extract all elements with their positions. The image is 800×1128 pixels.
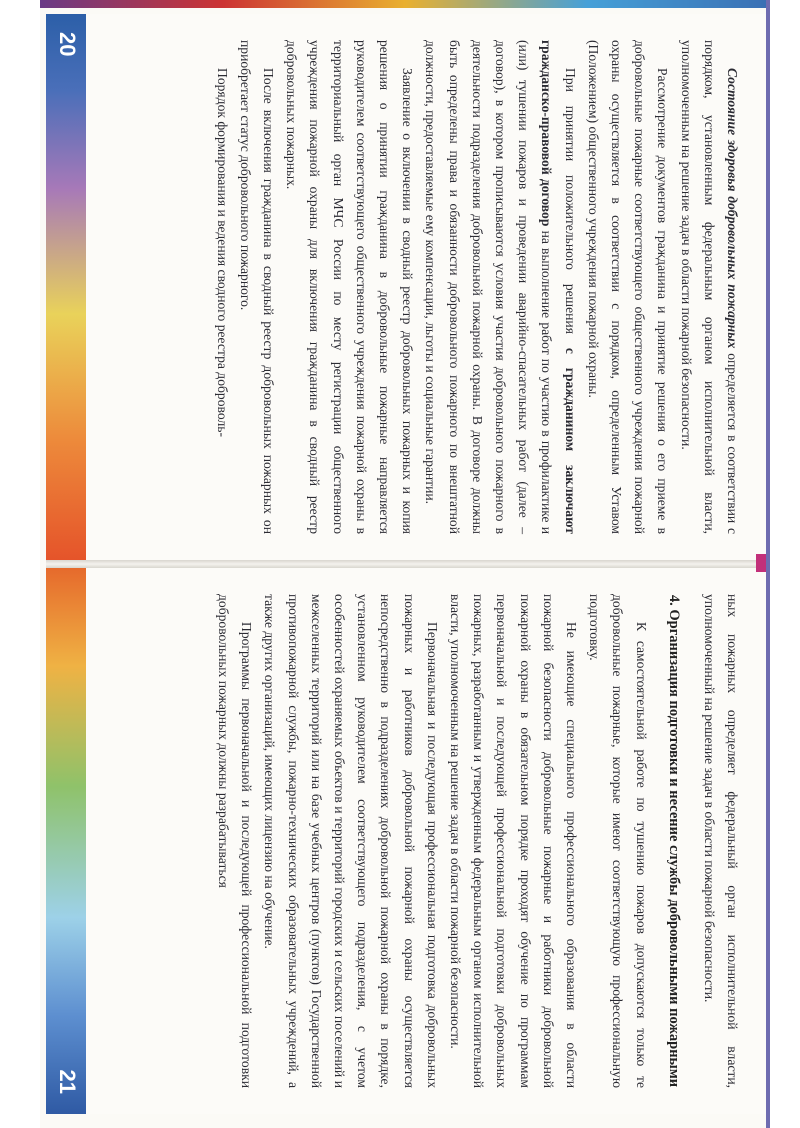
page-21-footer: [46, 568, 86, 1114]
page-20: [46, 14, 766, 560]
paragraph-registry-order: Порядок формирования и ведения сводного реестра доброволь-: [214, 68, 230, 437]
paragraph-status: После включения гражданина в сводный реестр добровольных пожарных он приобретает статус добровольного пожарного.: [237, 40, 276, 534]
page-number: 21: [55, 1069, 80, 1094]
paragraph-admission: К самостоятельной работе по тушению пожаров допускаются только те добровольные пожарные, которые имеют соответствующую профессиональную подготовку.: [587, 594, 649, 1088]
section-heading: 4. Организация подготовки и несение службы добровольными пожарными: [665, 594, 682, 1088]
page-21: [46, 568, 766, 1114]
page-20-text: [210, 40, 744, 534]
paragraph-text: на выполнение работ по участию в профилактике и (или) тушении пожаров и проведении аварийно-спасательных работ (далее – договор), в котором прописываются условия участия добровольного пожарного в деятельности подразделения добровольной пожарной охраны. В договоре должны быть определены права и обязанности добровольного пожарного по внештатной должности, предоставляемые ему компенсации, льготы и социальные гарантии.: [423, 40, 555, 534]
paragraph-contract: [419, 40, 581, 534]
sheet-right-edge: [766, 0, 770, 1128]
paragraph-continuation: ных пожарных определяет федеральный орган исполнительной власти, уполномоченный на решение задач в области пожарной безопасности.: [701, 594, 740, 1088]
book-gutter: [46, 560, 766, 568]
paragraph-documents: Рассмотрение документов гражданина и принятие решения о его приеме в добровольные пожарные соответствующего общественного учреждения пожарной охраны осуществляется в соответствии с порядком, определенным Уставом (Положением) общественного учреждения пожарной охраны.: [585, 40, 671, 534]
bold-phrase: с гражданином заключают гражданско-правовой договор: [539, 40, 578, 534]
paragraph-registry-application: Заявление о включении в сводный реестр добровольных пожарных и копия решения о принятии гражданина в добровольные пожарные направляется руководителем соответствующего общественного учреждения пожарной охраны в территориальный орган МЧС России по месту регистрации общественного учреждения пожарной охраны для включения гражданина в сводный реестр добровольных пожарных.: [284, 40, 416, 534]
italic-lead: Состояние здоровья добровольных пожарных: [725, 68, 740, 349]
page-21-text: [212, 594, 744, 1088]
paragraph-health: [674, 40, 744, 534]
sheet-top-edge: [40, 0, 770, 8]
paragraph-programs: Программы первоначальной и последующей профессиональной подготовки добровольных пожарных должны разрабатываться: [215, 594, 255, 1088]
paragraph-text: При принятии положительного решения: [562, 68, 578, 348]
paragraph-text: определяется в соответствии с порядком, установленным федеральным органом исполнительной власти, уполномоченным на решение задач в области пожарной безопасности.: [678, 40, 740, 534]
paragraph-training-process: Первоначальная и последующая профессиональная подготовка добровольных пожарных и работников добровольной пожарной охраны осуществляется непосредственно в подразделениях добровольной пожарной охраны в порядке, установленном руководителем соответствующего подразделения, с учетом особенностей охраняемых объектов и территорий городских и сельских поселений и межселенных территорий или на базе учебных центров (пунктов) Государственной противопожарной службы, пожарно-технических образовательных учреждений, а также других организаций, имеющих лицензию на обучение.: [262, 594, 440, 1088]
booklet-spread: [46, 14, 766, 1114]
page-number: 20: [55, 32, 80, 57]
paragraph-training-required: Не имеющие специального профессионального образования в области пожарной безопасности добровольные пожарные и работники добровольной пожарной охраны в обязательном порядке проходят обучение по программам первоначальной и последующей профессиональной подготовки добровольных пожарных, разработанным и утвержденным федеральным органом исполнительной власти, уполномоченным на решение задач в области пожарной безопасности.: [447, 594, 579, 1088]
page-20-footer: [46, 14, 86, 560]
